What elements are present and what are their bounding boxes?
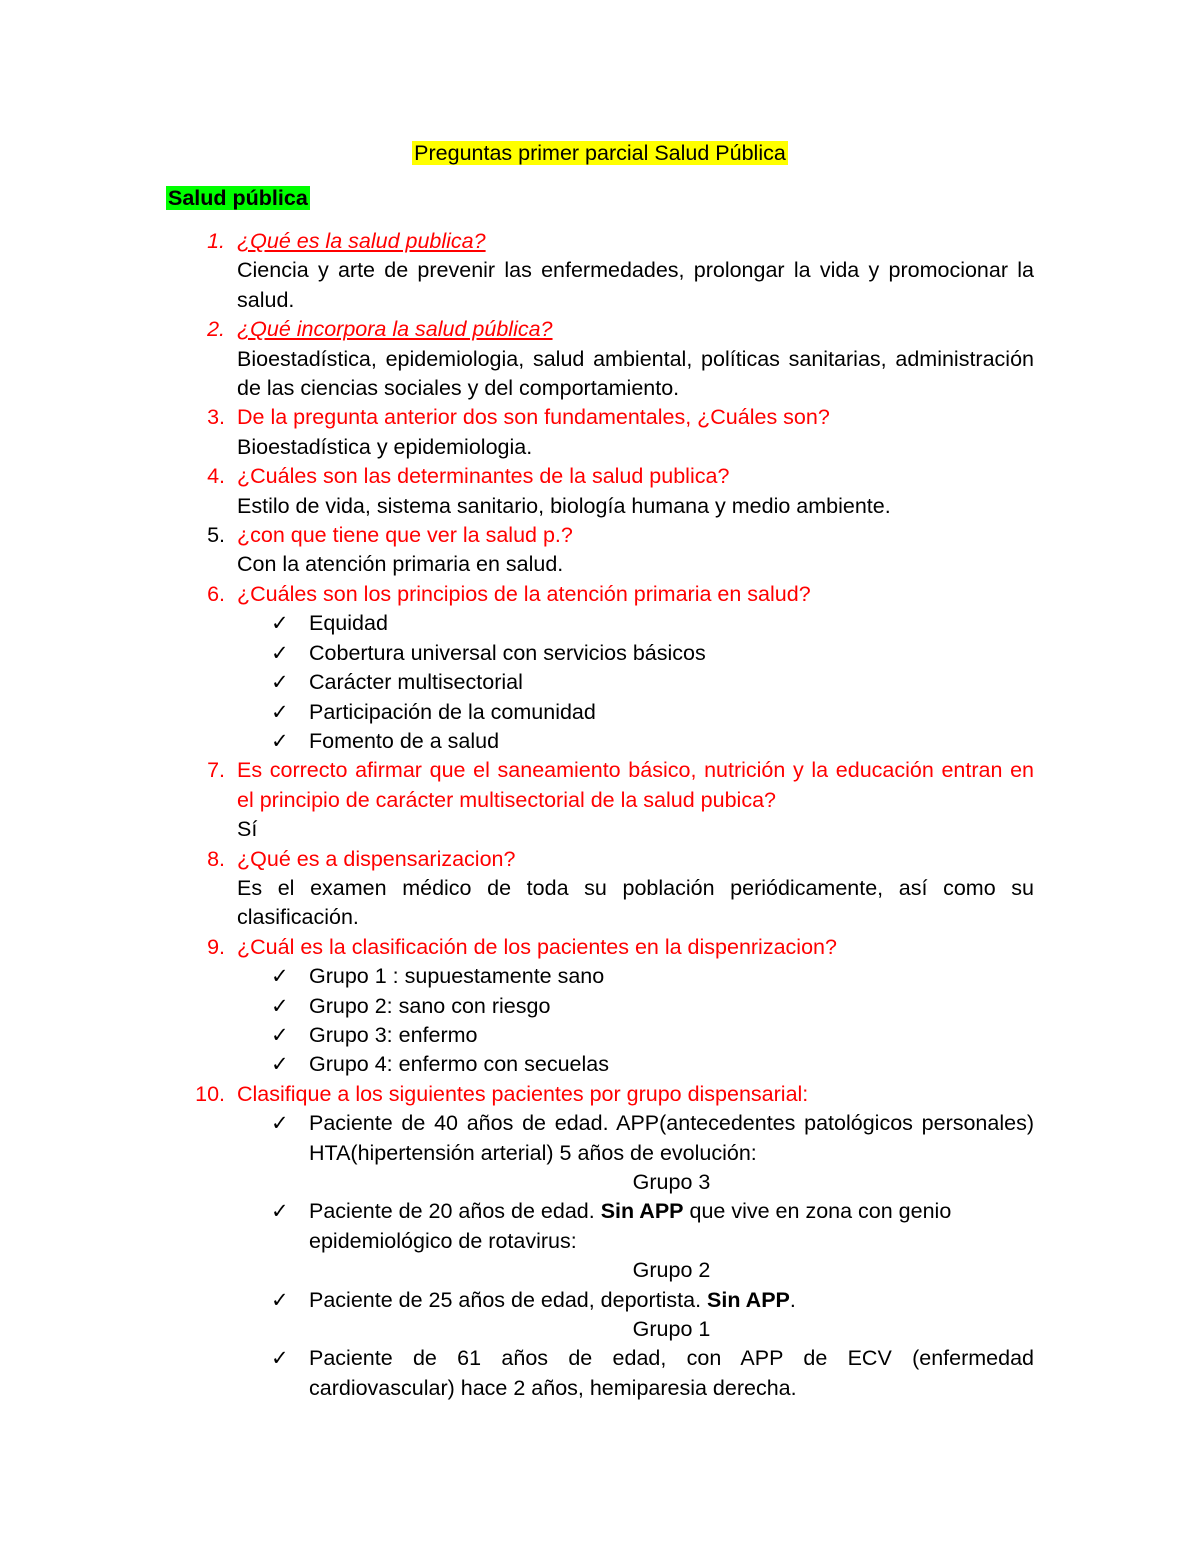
answer-text: Ciencia y arte de prevenir las enfermedades, prolongar la vida y promocionar la salud. (237, 258, 1034, 312)
check-list-item (237, 639, 1034, 668)
section-heading-block (166, 184, 310, 213)
question-number: 1. (207, 229, 225, 253)
answer-text: Con la atención primaria en salud. (237, 552, 564, 577)
check-list-item (237, 609, 1034, 638)
case-text (309, 1286, 1034, 1315)
case-text: Paciente de 40 años de edad. APP(antecedentes patológicos personales) HTA(hipertensión arterial) 5 años de evolución: (309, 1111, 1034, 1165)
question-item-1 (0, 227, 1200, 315)
answer-text: Bioestadística, epidemiologia, salud ambiental, políticas sanitarias, administración de las ciencias sociales y del comportamiento. (237, 346, 1034, 401)
check-list-item (237, 698, 1034, 727)
check-item-text: Carácter multisectorial (309, 670, 523, 695)
question-text: ¿Qué incorpora la salud pública? (237, 317, 553, 342)
question-text: ¿Cuáles son los principios de la atención primaria en salud? (237, 581, 811, 606)
check-icon: ✓ (271, 671, 289, 695)
answer-text: Es el examen médico de toda su población periódicamente, así como su clasificación. (237, 875, 1034, 930)
question-number: 4. (207, 464, 225, 489)
case-text-part: . (789, 1287, 796, 1312)
case-bold-text: Sin APP (600, 1199, 684, 1224)
check-item-text: Equidad (309, 611, 388, 636)
question-text: De la pregunta anterior dos son fundamentales, ¿Cuáles son? (237, 405, 830, 430)
case-text-part: Paciente de 20 años de edad. (309, 1199, 601, 1224)
question-number: 7. (207, 758, 225, 783)
check-icon: ✓ (271, 965, 289, 989)
check-icon: ✓ (271, 1023, 289, 1047)
check-item-text: Cobertura universal con servicios básicos (309, 640, 706, 665)
question-text: ¿con que tiene que ver la salud p.? (237, 523, 573, 548)
question-text: Es correcto afirmar que el saneamiento básico, nutrición y la educación entran en el principio de carácter multisectorial de la salud pubica? (237, 758, 1034, 812)
check-icon: ✓ (271, 641, 289, 665)
case-item (237, 1109, 1034, 1168)
check-icon: ✓ (271, 994, 289, 1018)
case-group: Grupo 2 (632, 1258, 711, 1283)
case-item (237, 1286, 1034, 1315)
check-item-text: Grupo 2: sano con riesgo (309, 993, 551, 1018)
check-list-item (237, 1050, 1034, 1079)
check-icon: ✓ (271, 612, 289, 636)
question-item-5 (0, 521, 1200, 580)
question-text: ¿Cuál es la clasificación de los pacientes en la dispenrizacion? (237, 934, 837, 959)
check-icon: ✓ (271, 1112, 289, 1136)
answer-text: Estilo de vida, sistema sanitario, biología humana y medio ambiente. (237, 493, 891, 518)
answer-text: Sí (237, 817, 258, 842)
question-number: 2. (207, 317, 225, 342)
case-text (309, 1197, 1034, 1256)
check-icon: ✓ (271, 1053, 289, 1077)
case-item (237, 1197, 1034, 1256)
check-icon: ✓ (271, 700, 289, 724)
question-item-8 (0, 845, 1200, 933)
question-item-4 (0, 462, 1200, 521)
check-item-text: Grupo 1 : supuestamente sano (309, 964, 605, 989)
answer-text: Bioestadística y epidemiologia. (237, 434, 533, 459)
check-item-text: Fomento de a salud (309, 728, 500, 753)
question-number: 3. (207, 405, 225, 430)
question-text: Clasifique a los siguientes pacientes por grupo dispensarial: (237, 1081, 809, 1106)
title-block (0, 139, 1200, 168)
case-text: Paciente de 61 años de edad, con APP de ECV (enfermedad cardiovascular) hace 2 años, hemiparesia derecha. (309, 1346, 1034, 1400)
check-icon: ✓ (271, 1200, 289, 1224)
question-item-7 (0, 756, 1200, 844)
question-number: 6. (207, 581, 225, 606)
case-group: Grupo 3 (632, 1170, 711, 1194)
question-item-3 (0, 403, 1200, 462)
case-text-part: que vive en zona con genio epidemiológico de rotavirus: (309, 1199, 952, 1253)
check-item-text: Grupo 3: enfermo (309, 1022, 478, 1047)
question-number: 9. (207, 934, 225, 959)
check-icon: ✓ (271, 1288, 289, 1312)
question-number: 10. (195, 1081, 225, 1106)
check-item-text: Participación de la comunidad (309, 699, 596, 724)
section-heading: Salud pública (168, 186, 308, 210)
document-title: Preguntas primer parcial Salud Pública (414, 141, 786, 165)
check-list-item (237, 727, 1034, 756)
question-text: ¿Qué es la salud publica? (237, 229, 486, 253)
check-list-item (237, 962, 1034, 991)
check-icon: ✓ (271, 1347, 289, 1371)
question-number: 8. (207, 846, 225, 871)
question-text: ¿Cuáles son las determinantes de la salud publica? (237, 464, 730, 489)
case-group: Grupo 1 (632, 1317, 711, 1342)
question-item-9 (0, 933, 1200, 1080)
case-item (237, 1344, 1034, 1403)
check-list-item (237, 668, 1034, 697)
check-item-text: Grupo 4: enfermo con secuelas (309, 1052, 609, 1077)
question-text: ¿Qué es a dispensarizacion? (237, 846, 516, 871)
check-icon: ✓ (271, 729, 289, 753)
case-bold-text: Sin APP (707, 1287, 790, 1312)
question-list (0, 227, 1200, 1403)
question-item-2 (0, 315, 1200, 403)
question-item-6 (0, 580, 1200, 756)
check-list-item (237, 1021, 1034, 1050)
check-list-item (237, 992, 1034, 1021)
question-number: 5. (207, 523, 225, 548)
question-item-10 (0, 1080, 1200, 1403)
case-text-part: Paciente de 25 años de edad, deportista. (309, 1287, 708, 1312)
